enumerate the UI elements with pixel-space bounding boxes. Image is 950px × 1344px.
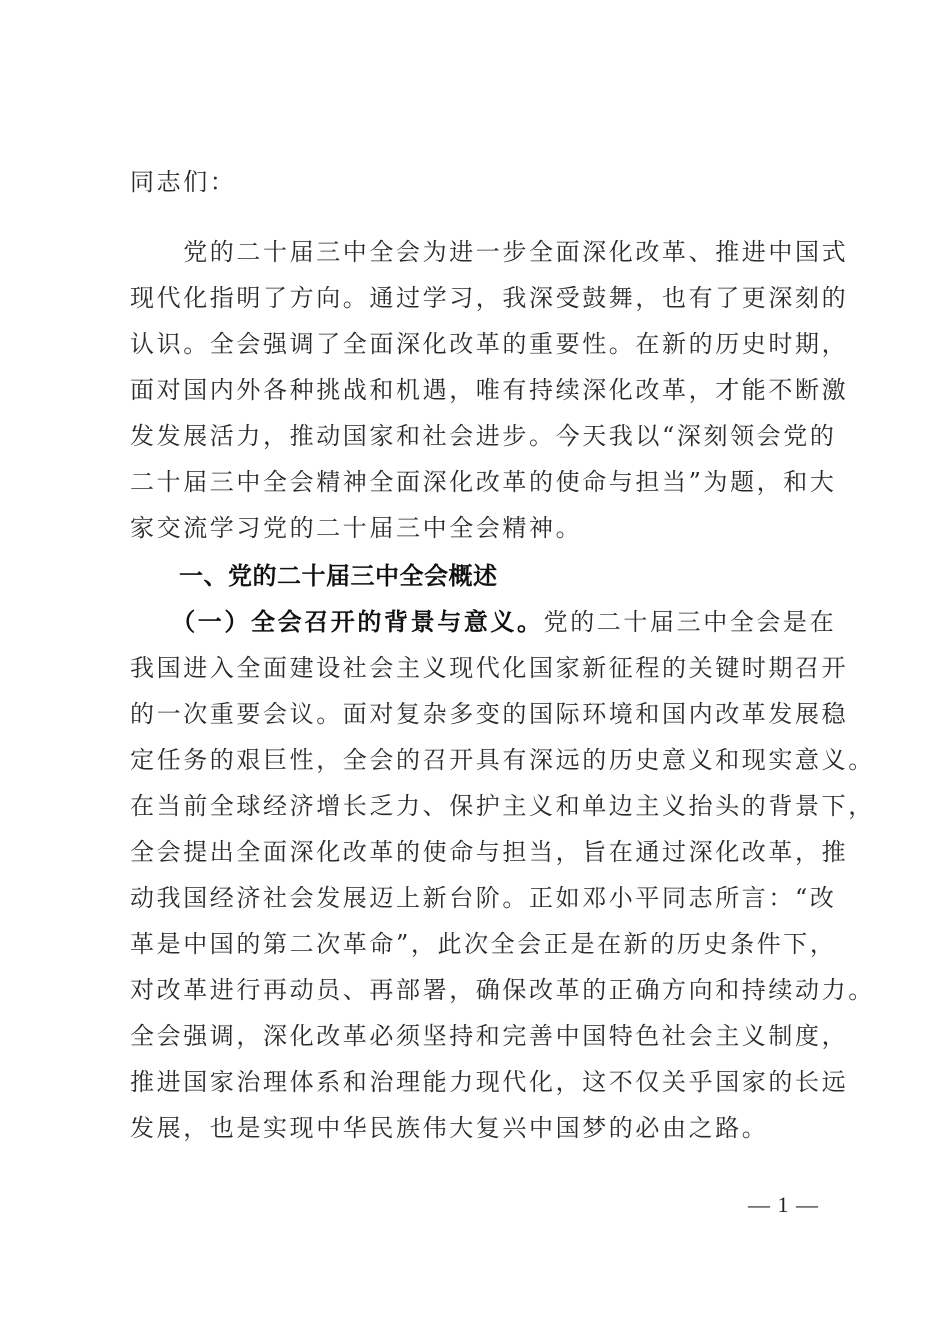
body-line: 革是中国的第二次革命”，此次全会正是在新的历史条件下，: [130, 930, 837, 958]
intro-line: 二十届三中全会精神全面深化改革的使命与担当”为题，和大: [130, 468, 837, 496]
intro-line: 党的二十届三中全会为进一步全面深化改革、推进中国式: [130, 238, 849, 266]
body-line: 全会提出全面深化改革的使命与担当，旨在通过深化改革，推: [130, 838, 849, 866]
salutation: 同志们：: [130, 168, 237, 196]
section-heading: 一、党的二十届三中全会概述: [130, 562, 498, 590]
page-number: — 1 —: [748, 1192, 819, 1217]
body-line: 定任务的艰巨性，全会的召开具有深远的历史意义和现实意义。: [130, 746, 875, 774]
subsection-text: 党的二十届三中全会是在: [543, 608, 837, 636]
body-line: 的一次重要会议。面对复杂多变的国际环境和国内改革发展稳: [130, 700, 849, 728]
intro-line: 面对国内外各种挑战和机遇，唯有持续深化改革，才能不断激: [130, 376, 849, 404]
intro-line: 认识。全会强调了全面深化改革的重要性。在新的历史时期，: [130, 330, 849, 358]
body-line: 全会强调，深化改革必须坚持和完善中国特色社会主义制度，: [130, 1022, 849, 1050]
body-line: 推进国家治理体系和治理能力现代化，这不仅关乎国家的长远: [130, 1068, 849, 1096]
intro-line: 家交流学习党的二十届三中全会精神。: [130, 514, 583, 542]
body-line: 在当前全球经济增长乏力、保护主义和单边主义抬头的背景下，: [130, 792, 875, 820]
body-line: 我国进入全面建设社会主义现代化国家新征程的关键时期召开: [130, 654, 849, 682]
subsection-first-line: [130, 607, 837, 637]
body-line: 对改革进行再动员、再部署，确保改革的正确方向和持续动力。: [130, 976, 875, 1004]
intro-line: 现代化指明了方向。通过学习，我深受鼓舞，也有了更深刻的: [130, 284, 849, 312]
body-line: 动我国经济社会发展迈上新台阶。正如邓小平同志所言：“改: [130, 884, 837, 912]
body-line: 发展，也是实现中华民族伟大复兴中国梦的必由之路。: [130, 1114, 769, 1142]
subsection-title: （一）全会召开的背景与意义。: [130, 607, 544, 636]
intro-line: 发发展活力，推动国家和社会进步。今天我以“深刻领会党的: [130, 422, 837, 450]
